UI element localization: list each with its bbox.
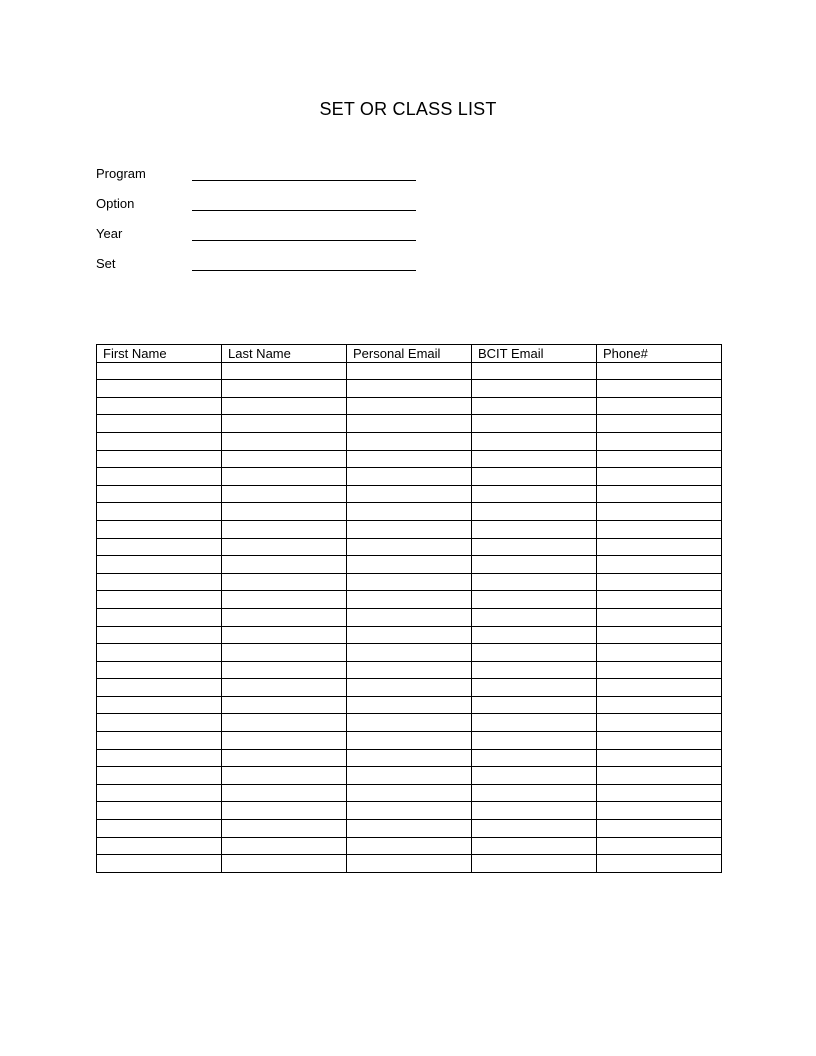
table-cell-last-name[interactable]: [222, 573, 347, 591]
page-title: SET OR CLASS LIST: [319, 99, 497, 119]
table-cell-first-name[interactable]: [97, 573, 222, 591]
table-row: [97, 450, 722, 468]
table-cell-last-name[interactable]: [222, 468, 347, 486]
table-cell-last-name[interactable]: [222, 679, 347, 697]
table-cell-phone[interactable]: [597, 661, 722, 679]
table-cell-phone[interactable]: [597, 556, 722, 574]
table-cell-phone[interactable]: [597, 820, 722, 838]
table-row: [97, 380, 722, 398]
table-cell-bcit-email[interactable]: [472, 468, 597, 486]
table-cell-personal-email[interactable]: [347, 450, 472, 468]
table-cell-last-name[interactable]: [222, 855, 347, 873]
table-cell-last-name[interactable]: [222, 450, 347, 468]
table-cell-personal-email[interactable]: [347, 397, 472, 415]
table-cell-last-name[interactable]: [222, 732, 347, 750]
table-cell-phone[interactable]: [597, 450, 722, 468]
table-cell-personal-email[interactable]: [347, 784, 472, 802]
table-cell-personal-email[interactable]: [347, 380, 472, 398]
table-cell-personal-email[interactable]: [347, 679, 472, 697]
column-header-phone: Phone#: [597, 345, 722, 363]
table-cell-bcit-email[interactable]: [472, 485, 597, 503]
table-cell-last-name[interactable]: [222, 767, 347, 785]
table-cell-phone[interactable]: [597, 397, 722, 415]
table-cell-bcit-email[interactable]: [472, 591, 597, 609]
table-cell-personal-email[interactable]: [347, 696, 472, 714]
table-cell-last-name[interactable]: [222, 503, 347, 521]
table-cell-phone[interactable]: [597, 855, 722, 873]
table-row: [97, 661, 722, 679]
year-field: [96, 226, 426, 256]
table-row: [97, 591, 722, 609]
table-cell-first-name[interactable]: [97, 749, 222, 767]
option-label: Option: [96, 196, 135, 211]
table-cell-bcit-email[interactable]: [472, 538, 597, 556]
table-cell-phone[interactable]: [597, 520, 722, 538]
table-cell-last-name[interactable]: [222, 784, 347, 802]
table-cell-bcit-email[interactable]: [472, 820, 597, 838]
table-cell-phone[interactable]: [597, 679, 722, 697]
table-cell-bcit-email[interactable]: [472, 415, 597, 433]
table-cell-bcit-email[interactable]: [472, 767, 597, 785]
year-input-line[interactable]: [192, 240, 416, 241]
table-cell-bcit-email[interactable]: [472, 784, 597, 802]
table-row: [97, 696, 722, 714]
table-cell-phone[interactable]: [597, 591, 722, 609]
table-cell-last-name[interactable]: [222, 837, 347, 855]
table-cell-personal-email[interactable]: [347, 820, 472, 838]
table-cell-first-name[interactable]: [97, 450, 222, 468]
table-cell-first-name[interactable]: [97, 802, 222, 820]
table-cell-bcit-email[interactable]: [472, 397, 597, 415]
table-cell-bcit-email[interactable]: [472, 432, 597, 450]
table-cell-last-name[interactable]: [222, 696, 347, 714]
table-cell-personal-email[interactable]: [347, 644, 472, 662]
table-cell-bcit-email[interactable]: [472, 573, 597, 591]
table-row: [97, 714, 722, 732]
table-cell-phone[interactable]: [597, 802, 722, 820]
table-cell-bcit-email[interactable]: [472, 556, 597, 574]
table-cell-personal-email[interactable]: [347, 468, 472, 486]
set-label: Set: [96, 256, 116, 271]
table-cell-phone[interactable]: [597, 538, 722, 556]
table-cell-bcit-email[interactable]: [472, 503, 597, 521]
table-cell-first-name[interactable]: [97, 714, 222, 732]
table-cell-first-name[interactable]: [97, 644, 222, 662]
table-cell-bcit-email[interactable]: [472, 362, 597, 380]
table-cell-bcit-email[interactable]: [472, 714, 597, 732]
table-row: [97, 362, 722, 380]
set-field: [96, 256, 426, 286]
table-cell-last-name[interactable]: [222, 802, 347, 820]
table-cell-first-name[interactable]: [97, 820, 222, 838]
table-row: [97, 503, 722, 521]
table-row: [97, 732, 722, 750]
set-input-line[interactable]: [192, 270, 416, 271]
table-cell-first-name[interactable]: [97, 679, 222, 697]
table-cell-personal-email[interactable]: [347, 855, 472, 873]
option-field: [96, 196, 426, 226]
program-label: Program: [96, 166, 146, 181]
table-row: [97, 556, 722, 574]
table-cell-personal-email[interactable]: [347, 362, 472, 380]
table-cell-personal-email[interactable]: [347, 732, 472, 750]
table-cell-personal-email[interactable]: [347, 591, 472, 609]
table-cell-last-name[interactable]: [222, 608, 347, 626]
table-cell-first-name[interactable]: [97, 556, 222, 574]
table-cell-personal-email[interactable]: [347, 608, 472, 626]
table-cell-first-name[interactable]: [97, 520, 222, 538]
table-cell-phone[interactable]: [597, 573, 722, 591]
table-row: [97, 397, 722, 415]
table-cell-personal-email[interactable]: [347, 661, 472, 679]
table-cell-phone[interactable]: [597, 485, 722, 503]
column-header-personal-email: Personal Email: [347, 345, 472, 363]
table-row: [97, 837, 722, 855]
table-cell-first-name[interactable]: [97, 608, 222, 626]
table-cell-last-name[interactable]: [222, 538, 347, 556]
table-cell-bcit-email[interactable]: [472, 802, 597, 820]
table-cell-last-name[interactable]: [222, 556, 347, 574]
table-row: [97, 573, 722, 591]
table-cell-first-name[interactable]: [97, 432, 222, 450]
table-cell-personal-email[interactable]: [347, 714, 472, 732]
table-cell-bcit-email[interactable]: [472, 732, 597, 750]
table-cell-phone[interactable]: [597, 362, 722, 380]
table-cell-last-name[interactable]: [222, 820, 347, 838]
table-cell-phone[interactable]: [597, 608, 722, 626]
table-row: [97, 538, 722, 556]
table-cell-phone[interactable]: [597, 784, 722, 802]
table-cell-last-name[interactable]: [222, 714, 347, 732]
year-label: Year: [96, 226, 123, 241]
table-cell-phone[interactable]: [597, 432, 722, 450]
table-row: [97, 855, 722, 873]
table-cell-last-name[interactable]: [222, 362, 347, 380]
table-cell-last-name[interactable]: [222, 661, 347, 679]
table-cell-personal-email[interactable]: [347, 485, 472, 503]
table-row: [97, 520, 722, 538]
table-cell-personal-email[interactable]: [347, 626, 472, 644]
table-header-row: [97, 345, 722, 363]
table-cell-phone[interactable]: [597, 468, 722, 486]
table-cell-first-name[interactable]: [97, 380, 222, 398]
table-cell-first-name[interactable]: [97, 415, 222, 433]
table-row: [97, 485, 722, 503]
table-cell-phone[interactable]: [597, 415, 722, 433]
table-cell-first-name[interactable]: [97, 696, 222, 714]
table-cell-first-name[interactable]: [97, 485, 222, 503]
table-cell-personal-email[interactable]: [347, 503, 472, 521]
program-input-line[interactable]: [192, 180, 416, 181]
table-cell-bcit-email[interactable]: [472, 749, 597, 767]
table-cell-first-name[interactable]: [97, 855, 222, 873]
table-cell-first-name[interactable]: [97, 468, 222, 486]
table-cell-bcit-email[interactable]: [472, 608, 597, 626]
table-row: [97, 767, 722, 785]
table-cell-bcit-email[interactable]: [472, 696, 597, 714]
table-cell-phone[interactable]: [597, 714, 722, 732]
table-cell-last-name[interactable]: [222, 432, 347, 450]
table-cell-bcit-email[interactable]: [472, 520, 597, 538]
table-row: [97, 749, 722, 767]
table-cell-first-name[interactable]: [97, 837, 222, 855]
table-cell-first-name[interactable]: [97, 661, 222, 679]
table-row: [97, 608, 722, 626]
table-cell-first-name[interactable]: [97, 784, 222, 802]
table-cell-phone[interactable]: [597, 732, 722, 750]
table-cell-personal-email[interactable]: [347, 520, 472, 538]
table-cell-bcit-email[interactable]: [472, 644, 597, 662]
table-row: [97, 820, 722, 838]
table-cell-bcit-email[interactable]: [472, 450, 597, 468]
table-cell-personal-email[interactable]: [347, 802, 472, 820]
table-cell-last-name[interactable]: [222, 591, 347, 609]
table-cell-last-name[interactable]: [222, 749, 347, 767]
table-cell-first-name[interactable]: [97, 538, 222, 556]
column-header-last-name: Last Name: [222, 345, 347, 363]
table-cell-personal-email[interactable]: [347, 538, 472, 556]
table-cell-first-name[interactable]: [97, 503, 222, 521]
table-body: [97, 362, 722, 872]
table-cell-bcit-email[interactable]: [472, 679, 597, 697]
table-cell-phone[interactable]: [597, 380, 722, 398]
program-field: [96, 166, 426, 196]
table-cell-first-name[interactable]: [97, 591, 222, 609]
table-cell-first-name[interactable]: [97, 732, 222, 750]
table-cell-last-name[interactable]: [222, 626, 347, 644]
table-cell-phone[interactable]: [597, 767, 722, 785]
table-cell-personal-email[interactable]: [347, 837, 472, 855]
table-cell-first-name[interactable]: [97, 362, 222, 380]
table-cell-personal-email[interactable]: [347, 556, 472, 574]
table-cell-phone[interactable]: [597, 644, 722, 662]
form-fields: [96, 166, 426, 286]
table-row: [97, 626, 722, 644]
table-cell-phone[interactable]: [597, 503, 722, 521]
option-input-line[interactable]: [192, 210, 416, 211]
table-cell-last-name[interactable]: [222, 485, 347, 503]
table-cell-first-name[interactable]: [97, 767, 222, 785]
table-row: [97, 644, 722, 662]
table-cell-phone[interactable]: [597, 626, 722, 644]
table-cell-personal-email[interactable]: [347, 432, 472, 450]
table-cell-last-name[interactable]: [222, 644, 347, 662]
table-cell-last-name[interactable]: [222, 380, 347, 398]
table-cell-first-name[interactable]: [97, 397, 222, 415]
table-cell-bcit-email[interactable]: [472, 661, 597, 679]
table-row: [97, 802, 722, 820]
table-cell-bcit-email[interactable]: [472, 380, 597, 398]
table-cell-personal-email[interactable]: [347, 749, 472, 767]
table-cell-last-name[interactable]: [222, 397, 347, 415]
table-cell-last-name[interactable]: [222, 520, 347, 538]
table-row: [97, 784, 722, 802]
table-cell-personal-email[interactable]: [347, 415, 472, 433]
column-header-first-name: First Name: [97, 345, 222, 363]
table-cell-bcit-email[interactable]: [472, 855, 597, 873]
table-cell-bcit-email[interactable]: [472, 626, 597, 644]
table-cell-first-name[interactable]: [97, 626, 222, 644]
table-row: [97, 415, 722, 433]
table-row: [97, 468, 722, 486]
table-cell-phone[interactable]: [597, 837, 722, 855]
table-cell-phone[interactable]: [597, 696, 722, 714]
table-cell-bcit-email[interactable]: [472, 837, 597, 855]
table-cell-last-name[interactable]: [222, 415, 347, 433]
table-cell-phone[interactable]: [597, 749, 722, 767]
column-header-bcit-email: BCIT Email: [472, 345, 597, 363]
table-row: [97, 679, 722, 697]
table-cell-personal-email[interactable]: [347, 767, 472, 785]
table-row: [97, 432, 722, 450]
table-cell-personal-email[interactable]: [347, 573, 472, 591]
class-list-table: [96, 344, 722, 873]
